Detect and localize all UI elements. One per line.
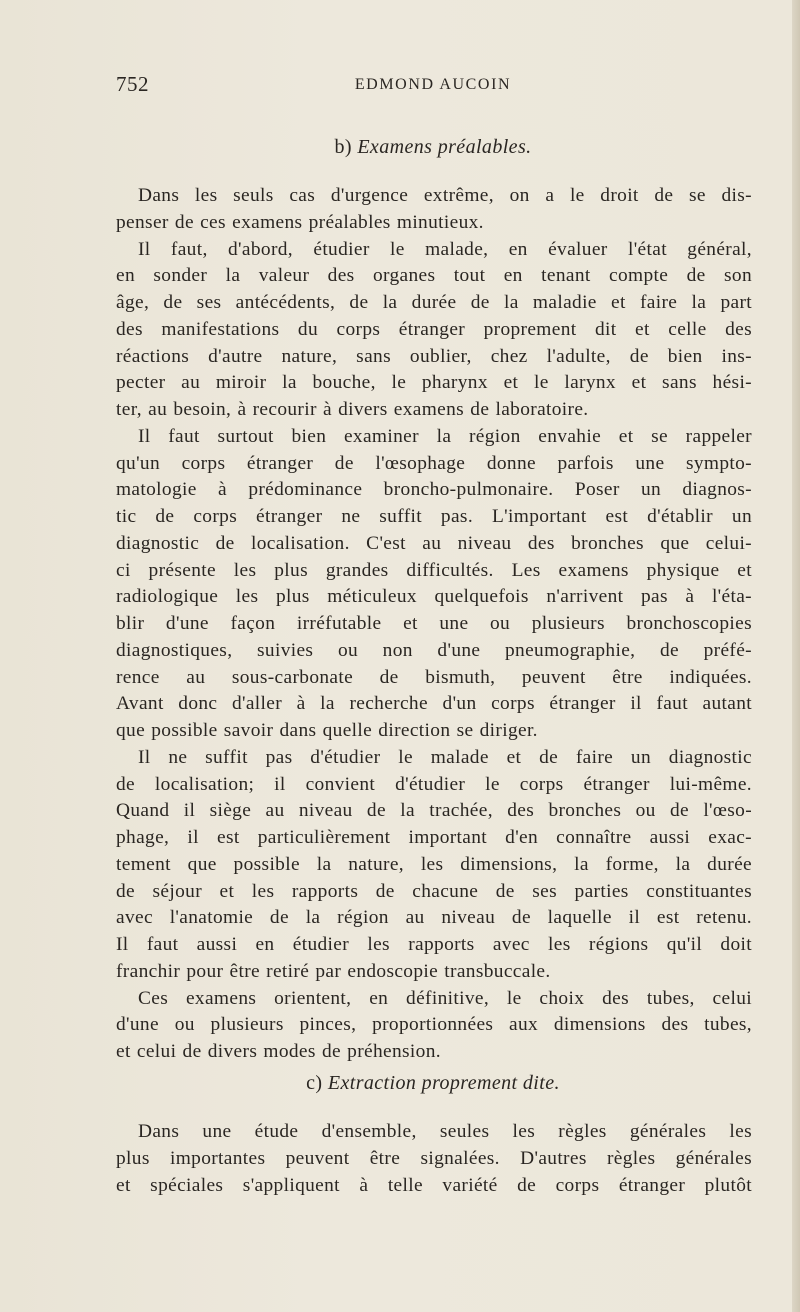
section-b-heading bbox=[116, 136, 750, 159]
text-line: Avant donc d'aller à la recherche d'un corps étranger il faut autant bbox=[116, 693, 752, 715]
text-line: blir d'une façon irréfutable et une ou plusieurs bronchoscopies bbox=[116, 613, 752, 634]
page-edge bbox=[792, 0, 800, 1312]
text-line: que possible savoir dans quelle direction se diriger. bbox=[116, 720, 538, 741]
text-line: tement que possible la nature, les dimensions, la forme, la durée bbox=[116, 853, 752, 875]
section-b-body bbox=[116, 183, 752, 1066]
text-line: et spéciales s'appliquent à telle variété de corps étranger plutôt bbox=[116, 1174, 752, 1196]
text-line: Il faut, d'abord, étudier le malade, en évaluer l'état général, bbox=[138, 238, 752, 260]
text-line: réactions d'autre nature, sans oublier, chez l'adulte, de bien ins- bbox=[116, 345, 752, 367]
text-line: âge, de ses antécédents, de la durée de la maladie et faire la part bbox=[116, 292, 752, 313]
text-line: en sonder la valeur des organes tout en tenant compte de son bbox=[116, 265, 752, 287]
text-line: Ces examens orientent, en définitive, le choix des tubes, celui bbox=[138, 987, 752, 1009]
running-head: EDMOND AUCOIN bbox=[354, 76, 512, 93]
text-line: phage, il est particulièrement important d'en connaître aussi exac- bbox=[116, 827, 752, 848]
text-line: rence au sous-carbonate de bismuth, peuvent être indiquées. bbox=[116, 666, 752, 688]
text-line: Il faut aussi en étudier les rapports avec les régions qu'il doit bbox=[116, 934, 752, 955]
section-b-letter: b) bbox=[334, 136, 352, 158]
text-line: Il faut surtout bien examiner la région envahie et se rappeler bbox=[138, 425, 752, 447]
text-line: de localisation; il convient d'étudier le corps étranger lui-même. bbox=[116, 773, 752, 795]
page-number: 752 bbox=[116, 72, 149, 96]
section-b-title: Examens préalables. bbox=[357, 136, 532, 158]
text-line: de séjour et les rapports de chacune de ses parties constituantes bbox=[116, 880, 752, 902]
text-line: penser de ces examens préalables minutieux. bbox=[116, 211, 484, 233]
text-line: matologie à prédominance broncho-pulmonaire. Poser un diagnos- bbox=[116, 479, 752, 501]
text-line: Quand il siège au niveau de la trachée, des bronches ou de l'œso- bbox=[116, 800, 752, 822]
page-header bbox=[116, 72, 750, 104]
section-c-heading bbox=[116, 1072, 750, 1095]
text-line: franchir pour être retiré par endoscopie transbuccale. bbox=[116, 960, 551, 982]
text-line: Il ne suffit pas d'étudier le malade et de faire un diagnostic bbox=[138, 746, 752, 768]
text-line: tic de corps étranger ne suffit pas. L'important est d'établir un bbox=[116, 506, 752, 527]
text-line: avec l'anatomie de la région au niveau de laquelle il est retenu. bbox=[116, 907, 752, 929]
section-c-letter: c) bbox=[306, 1072, 323, 1094]
text-line: et celui de divers modes de préhension. bbox=[116, 1041, 441, 1062]
section-c-title: Extraction proprement dite. bbox=[327, 1072, 560, 1094]
text-line: Dans les seuls cas d'urgence extrême, on a le droit de se dis- bbox=[138, 185, 752, 206]
section-c-body bbox=[116, 1119, 752, 1199]
text-line: Dans une étude d'ensemble, seules les règles générales les bbox=[138, 1121, 752, 1142]
text-line: radiologique les plus méticuleux quelquefois n'arrivent pas à l'éta- bbox=[116, 586, 752, 608]
text-line: ter, au besoin, à recourir à divers examens de laboratoire. bbox=[116, 399, 589, 420]
text-line: diagnostic de localisation. C'est au niveau des bronches que celui- bbox=[116, 532, 752, 554]
text-line: plus importantes peuvent être signalées. D'autres règles générales bbox=[116, 1147, 752, 1169]
text-line: d'une ou plusieurs pinces, proportionnées aux dimensions des tubes, bbox=[116, 1014, 752, 1036]
text-line: diagnostiques, suivies ou non d'une pneumographie, de préfé- bbox=[116, 639, 752, 661]
text-line: des manifestations du corps étranger proprement dit et celle des bbox=[116, 318, 752, 340]
text-line: ci présente les plus grandes difficultés. Les examens physique et bbox=[116, 559, 752, 581]
text-line: pecter au miroir la bouche, le pharynx et le larynx et sans hési- bbox=[116, 372, 752, 394]
text-line: qu'un corps étranger de l'œsophage donne parfois une sympto- bbox=[116, 452, 752, 474]
